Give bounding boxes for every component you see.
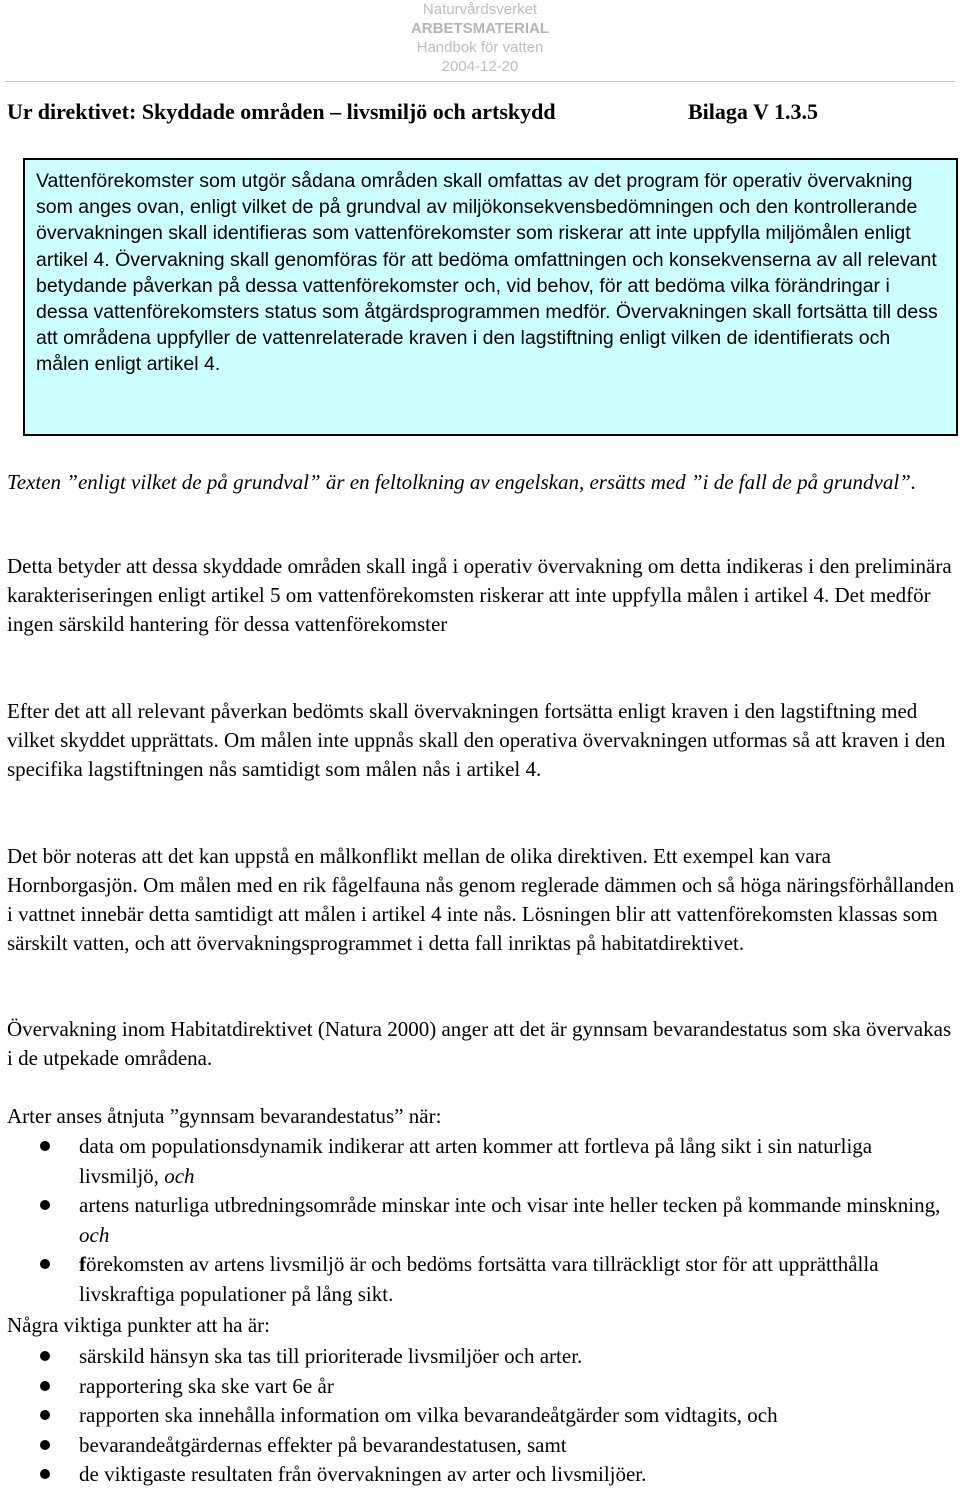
directive-quote-box: [23, 158, 958, 436]
paragraph-key-points: Några viktiga punkter att ha är:: [7, 1313, 270, 1337]
list-item-text: särskild hänsyn ska tas till prioriterade livsmiljöer och arter.: [79, 1344, 583, 1368]
list-item: [7, 1250, 952, 1309]
paragraph-habitat-directive: Övervakning inom Habitatdirektivet (Natura 2000) anger att det är gynnsam bevarandestatus som ska övervakas i de utpekade områdena.: [7, 1017, 952, 1070]
list-item-text: örekomsten av artens livsmiljö är och bedöms fortsätta vara tillräckligt stor för att upprätthålla livskraftiga populationer på lång sikt.: [79, 1252, 879, 1306]
list-item-text: rapporten ska innehålla information om vilka bevarandeåtgärder som vidtagits, och: [79, 1403, 778, 1427]
list-item: [7, 1342, 952, 1372]
list-item: [7, 1132, 952, 1191]
bullet-icon: [40, 1200, 50, 1210]
list-item-text: data om populationsdynamik indikerar att arten kommer att fortleva på lång sikt i sin naturliga livsmiljö,: [79, 1134, 873, 1188]
list-item-text: de viktigaste resultaten från övervakningen av arter och livsmiljöer.: [79, 1462, 647, 1486]
list-item: [7, 1372, 952, 1402]
bullet-icon: [40, 1410, 50, 1420]
bullet-icon: [40, 1141, 50, 1151]
favourable-status-criteria-list: [7, 1132, 952, 1309]
translation-note: [7, 468, 952, 497]
header-doc: Handbok för vatten: [416, 39, 544, 56]
list-item-text: bevarandeåtgärdernas effekter på bevarandestatusen, samt: [79, 1432, 567, 1457]
header-divider: [5, 81, 955, 82]
paragraph-operative-monitoring: Detta betyder att dessa skyddade områden skall ingå i operativ övervakning om detta indikeras i den preliminära karakteriseringen enligt artikel 5 om vattenförekomsten riskerar att inte uppfylla målen i artikel 4. Det medför ingen särskild hantering för dessa vattenförekomster: [7, 554, 952, 636]
paragraph-goal-conflict: Det bör noteras att det kan uppstå en målkonflikt mellan de olika direktiven. Ett exempel kan vara Hornborgasjön. Om målen med en rik fågelfauna nås genom reglerade dämmen och så höga näringsförhållanden i vattnet innebär detta samtidigt att målen i artikel 4 inte nås. Lösningen blir att vattenförekomsten klassas som särskilt vatten, och att övervakningsprogrammet i detta fall inriktas på habitatdirektivet.: [7, 844, 955, 955]
list-item: [7, 1460, 952, 1490]
page-header: [0, 0, 960, 76]
header-date: 2004-12-20: [441, 58, 519, 75]
list-item-lead-letter: f: [79, 1252, 86, 1276]
header-status: ARBETSMATERIAL: [410, 20, 550, 37]
paragraph-favourable-status: Arter anses åtnjuta ”gynnsam bevarandestatus” när:: [7, 1104, 442, 1128]
list-item: [7, 1191, 952, 1250]
translation-note-text: Texten ”enligt vilket de på grundval” är en feltolkning av engelskan, ersätts med ”i de fall de på grundval”.: [7, 470, 917, 494]
bullet-icon: [40, 1351, 50, 1361]
directive-quote-text: Vattenförekomster som utgör sådana områden skall omfattas av det program för operativ övervakning som anges ovan, enligt vilket de på grundval av miljökonsekvensbedömningen och den kontrollerande övervakningen skall identifieras som vattenförekomster som riskerar att inte uppfylla miljömålen enligt artikel 4. Övervakning skall genomföras för att bedöma omfattningen och konsekvenserna av all relevant betydande påverkan på dessa vattenförekomster och, vid behov, för att bedöma vilka förändringar i dessa vattenförekomsters status som åtgärdsprogrammen medför. Övervakningen skall fortsätta till dess att områdena uppfyller de vattenrelaterade kraven i den lagstiftning enligt vilken de identifierats och målen enligt artikel 4.: [36, 170, 938, 376]
key-points-list: [7, 1342, 952, 1490]
list-item-conjunction: och: [164, 1163, 195, 1188]
header-org: Naturvårdsverket: [422, 1, 538, 18]
section-title-text: Ur direktivet: Skyddade områden – livsmiljö och artskydd: [7, 99, 556, 124]
list-item-conjunction: och: [79, 1222, 110, 1247]
bullet-icon: [40, 1469, 50, 1479]
list-item: [7, 1431, 952, 1461]
section-reference: Bilaga V 1.3.5: [688, 99, 818, 124]
bullet-icon: [40, 1440, 50, 1450]
section-title: [7, 99, 952, 125]
bullet-icon: [40, 1381, 50, 1391]
bullet-icon: [40, 1259, 50, 1269]
list-item-text: artens naturliga utbredningsområde minskar inte och visar inte heller tecken på kommande minskning,: [79, 1193, 941, 1217]
list-item: [7, 1401, 952, 1431]
list-item-text: rapportering ska ske vart 6e år: [79, 1373, 334, 1398]
paragraph-continued-monitoring: Efter det att all relevant påverkan bedömts skall övervakningen fortsätta enligt kraven i den lagstiftning med vilket skyddet upprättats. Om målen inte uppnås skall den operativa övervakningen utformas så att kraven i den specifika lagstiftningen nås samtidigt som målen nås i artikel 4.: [7, 699, 946, 781]
